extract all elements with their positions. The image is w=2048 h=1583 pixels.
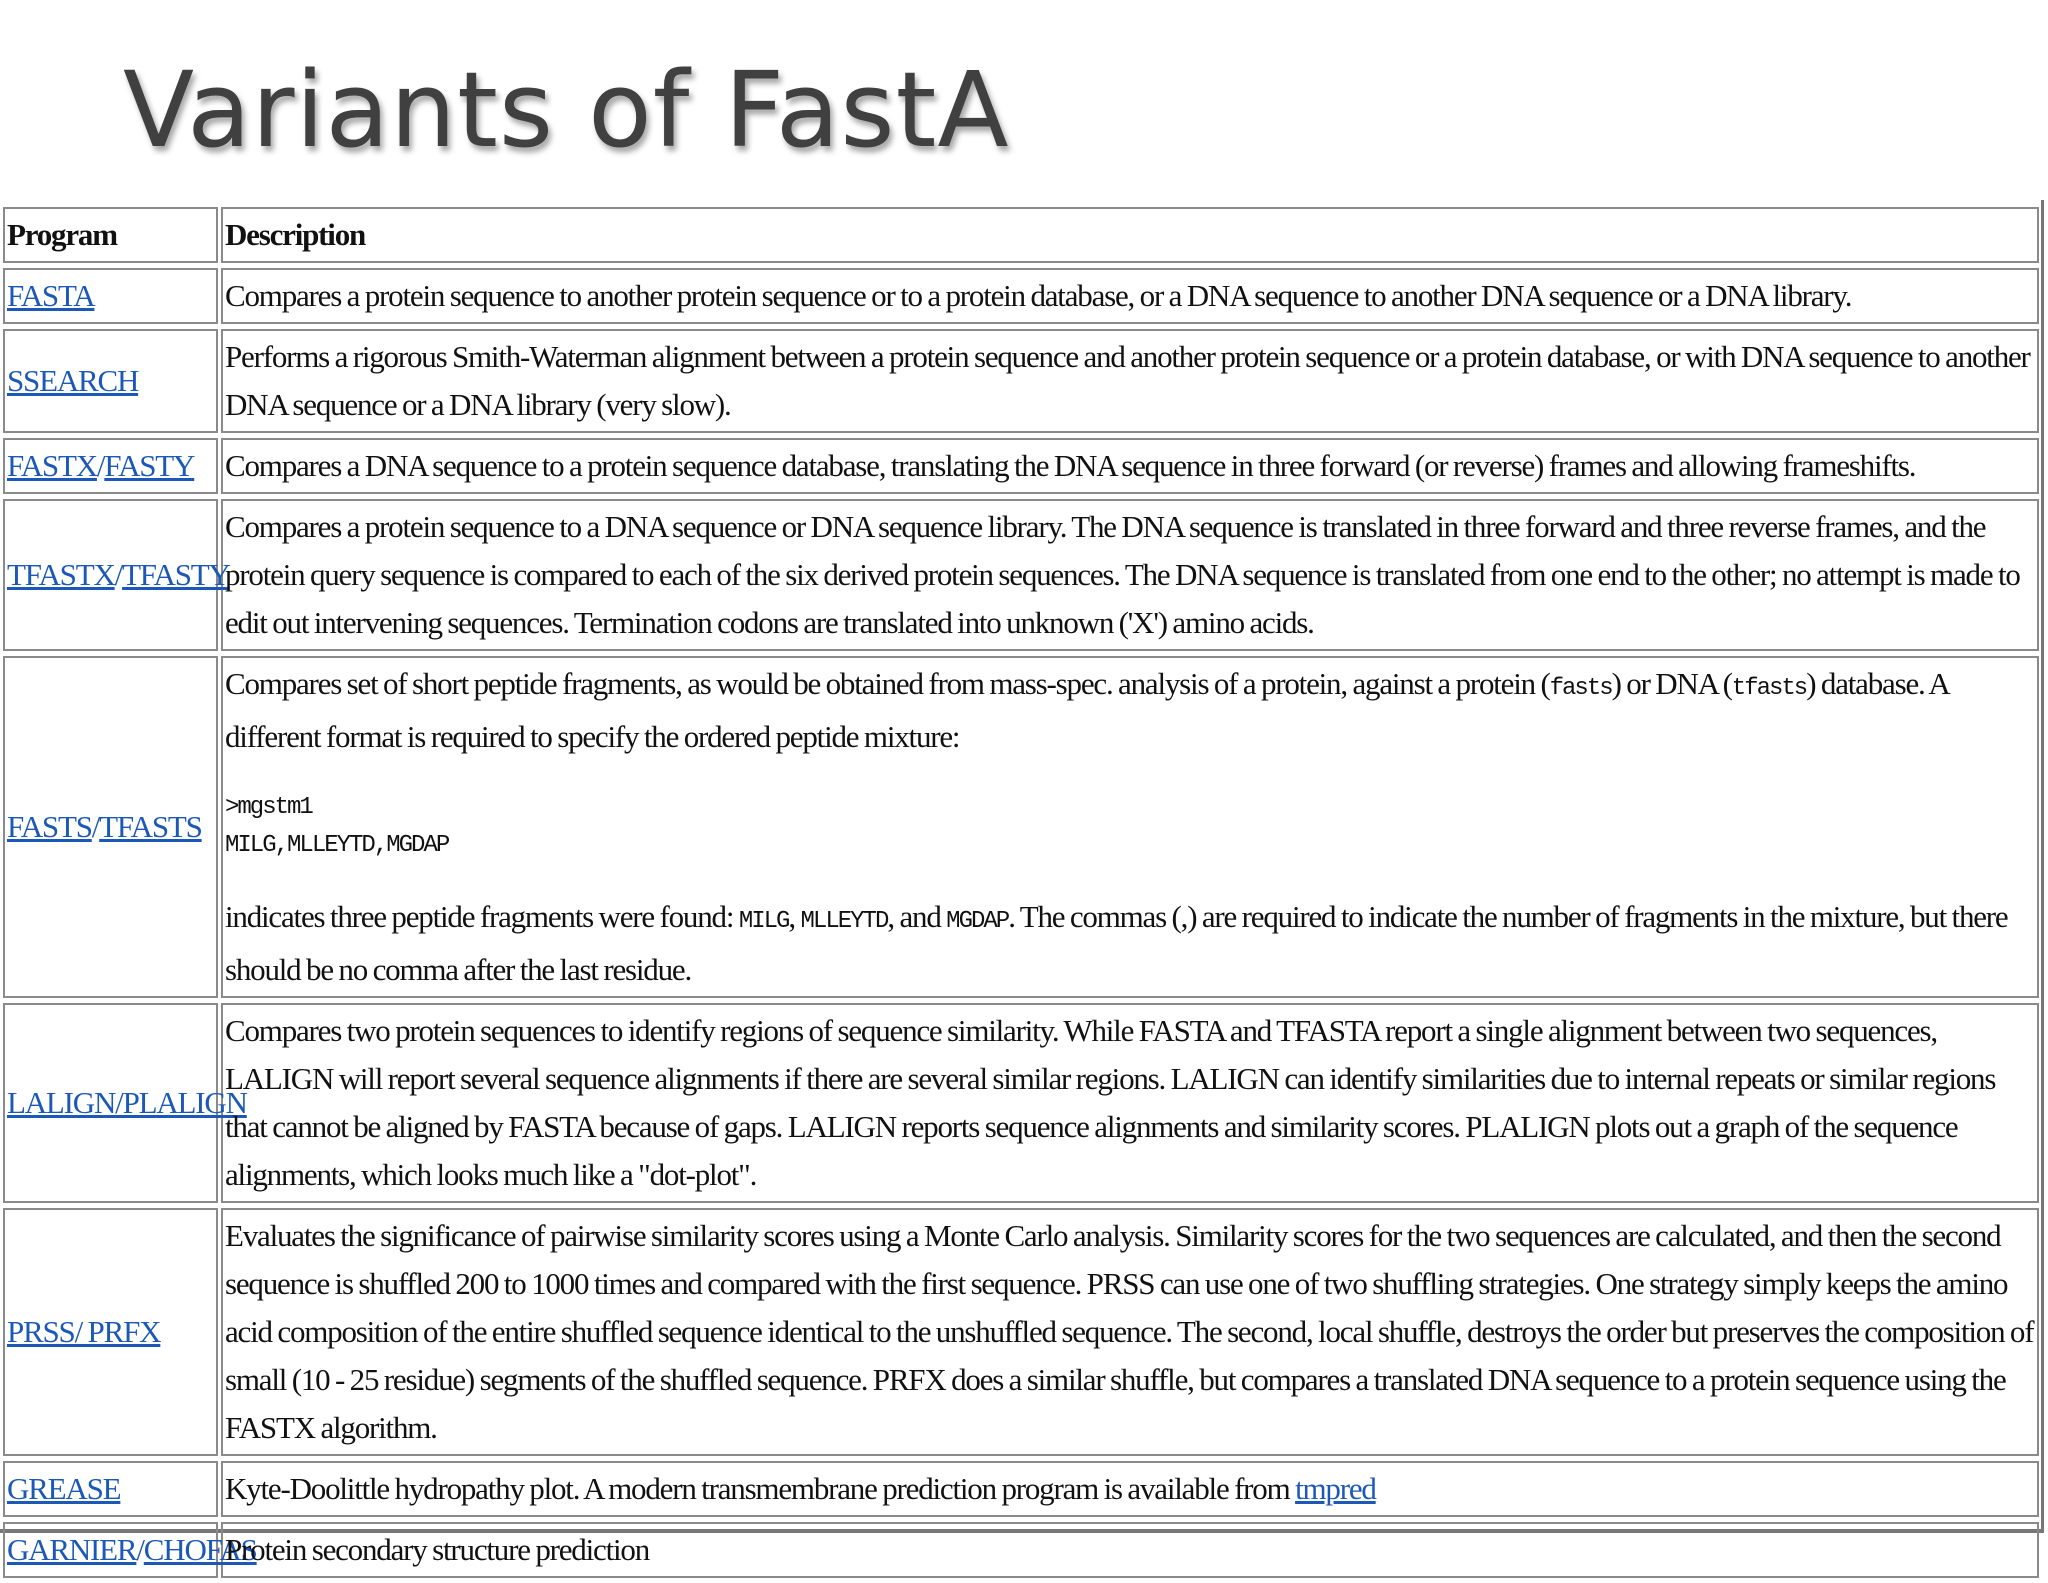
description-cell: Compares a DNA sequence to a protein sequence database, translating the DNA sequence in three forward (or reverse) frames and allowing frameshifts. (221, 438, 2039, 494)
desc-text: ) database. A different format is required to specify the ordered peptide mixture: (225, 666, 1948, 754)
table-row (3, 1208, 2039, 1456)
link-separator: / (96, 448, 105, 483)
desc-text: Compares set of short peptide fragments, as would be obtained from mass-spec. analysis of a protein, against a protein ( (225, 666, 1550, 701)
table-row (3, 499, 2039, 651)
link-separator: / (91, 809, 100, 844)
table-row (3, 1461, 2039, 1517)
program-cell (3, 329, 218, 433)
table-row (3, 656, 2039, 998)
program-link-tfasts[interactable]: TFASTS (99, 809, 202, 844)
table-row (3, 268, 2039, 324)
programs-table (0, 202, 2042, 1583)
description-cell (221, 1461, 2039, 1517)
desc-text: Kyte-Doolittle hydropathy plot. A modern transmembrane prediction program is available from (225, 1471, 1296, 1506)
table-row (3, 1522, 2039, 1578)
desc-text: . The commas (,) are required to indicate the number of fragments in the mixture, but there should be no comma after the last residue. (225, 899, 2008, 987)
program-link-fasts[interactable]: FASTS (7, 809, 92, 844)
program-cell (3, 1208, 218, 1456)
description-cell: Compares two protein sequences to identify regions of sequence similarity. While FASTA and TFASTA report a single alignment between two sequences, LALIGN will report several sequence alignments if there are several similar regions. LALIGN can identify similarities due to internal repeats or similar regions that cannot be aligned by FASTA because of gaps. LALIGN reports sequence alignments and similarity scores. PLALIGN plots out a graph of the sequence alignments, which looks much like a "dot-plot". (221, 1003, 2039, 1203)
link-separator: / (136, 1532, 144, 1567)
peptide-example (225, 789, 2035, 865)
table-row (3, 1003, 2039, 1203)
header-program: Program (3, 207, 218, 263)
program-link-tfasty[interactable]: TFASTY (122, 557, 230, 592)
table-row (3, 438, 2039, 494)
program-link-fasta[interactable]: FASTA (7, 278, 95, 313)
program-cell (3, 1461, 218, 1517)
description-cell: Protein secondary structure prediction (221, 1522, 2039, 1578)
program-link-grease[interactable]: GREASE (7, 1471, 121, 1506)
header-description: Description (221, 207, 2039, 263)
description-cell: Performs a rigorous Smith-Waterman alignment between a protein sequence and another protein sequence or a protein database, or with DNA sequence to another DNA sequence or a DNA library (very slow). (221, 329, 2039, 433)
program-cell (3, 1522, 257, 1578)
description-cell (221, 656, 2039, 998)
code-fragment: MGDAP (946, 908, 1009, 935)
page-title: Variants of FastA (123, 49, 1010, 171)
program-link-lalign[interactable]: LALIGN/PLALIGN (7, 1085, 247, 1120)
program-link-ssearch[interactable]: SSEARCH (7, 363, 139, 398)
desc-text: , (788, 899, 801, 934)
table-row (3, 329, 2039, 433)
description-cell: Evaluates the significance of pairwise similarity scores using a Monte Carlo analysis. Similarity scores for the two sequences are calculated, and then the second sequence is shuffled 200 to 1000 times and compared with the first sequence. PRSS can use one of two shuffling strategies. One strategy simply keeps the amino acid composition of the entire shuffled sequence identical to the unshuffled sequence. The second, local shuffle, destroys the order but preserves the composition of small (10 - 25 residue) segments of the shuffled sequence. PRFX does a similar shuffle, but compares a translated DNA sequence to a protein sequence using the FASTX algorithm. (221, 1208, 2039, 1456)
example-line-header: >mgstm1 (225, 794, 312, 821)
program-link-tfastx[interactable]: TFASTX (7, 557, 115, 592)
program-link-prss[interactable]: PRSS/ PRFX (7, 1314, 161, 1349)
table-header-row (3, 207, 2039, 263)
link-separator: / (114, 557, 123, 592)
desc-text: , and (887, 899, 947, 934)
code-fragment: MLLEYTD (800, 908, 888, 935)
program-cell (3, 499, 230, 651)
tmpred-link[interactable]: tmpred (1295, 1471, 1376, 1506)
program-cell (3, 438, 218, 494)
desc-text: ) or DNA ( (1611, 666, 1732, 701)
program-cell (3, 1003, 247, 1203)
desc-text: indicates three peptide fragments were found: (225, 899, 739, 934)
description-cell: Compares a protein sequence to another protein sequence or to a protein database, or a DNA sequence to another DNA sequence or a DNA library. (221, 268, 2039, 324)
program-link-fasty[interactable]: FASTY (104, 448, 195, 483)
program-cell (3, 656, 218, 998)
code-tfasts: tfasts (1731, 675, 1807, 702)
code-fragment: MILG (738, 908, 789, 935)
program-link-garnier[interactable]: GARNIER (7, 1532, 137, 1567)
program-link-fastx[interactable]: FASTX (7, 448, 97, 483)
description-cell: Compares a protein sequence to a DNA sequence or DNA sequence library. The DNA sequence is translated in three forward and three reverse frames, and the protein query sequence is compared to each of the six derived protein sequences. The DNA sequence is translated from one end to the other; no attempt is made to edit out intervening sequences. Termination codons are translated into unknown ('X') amino acids. (221, 499, 2039, 651)
program-link-chofas[interactable]: CHOFAS (143, 1532, 257, 1567)
example-line-sequence: MILG,MLLEYTD,MGDAP (225, 832, 449, 859)
code-fasts: fasts (1549, 675, 1612, 702)
program-cell (3, 268, 218, 324)
